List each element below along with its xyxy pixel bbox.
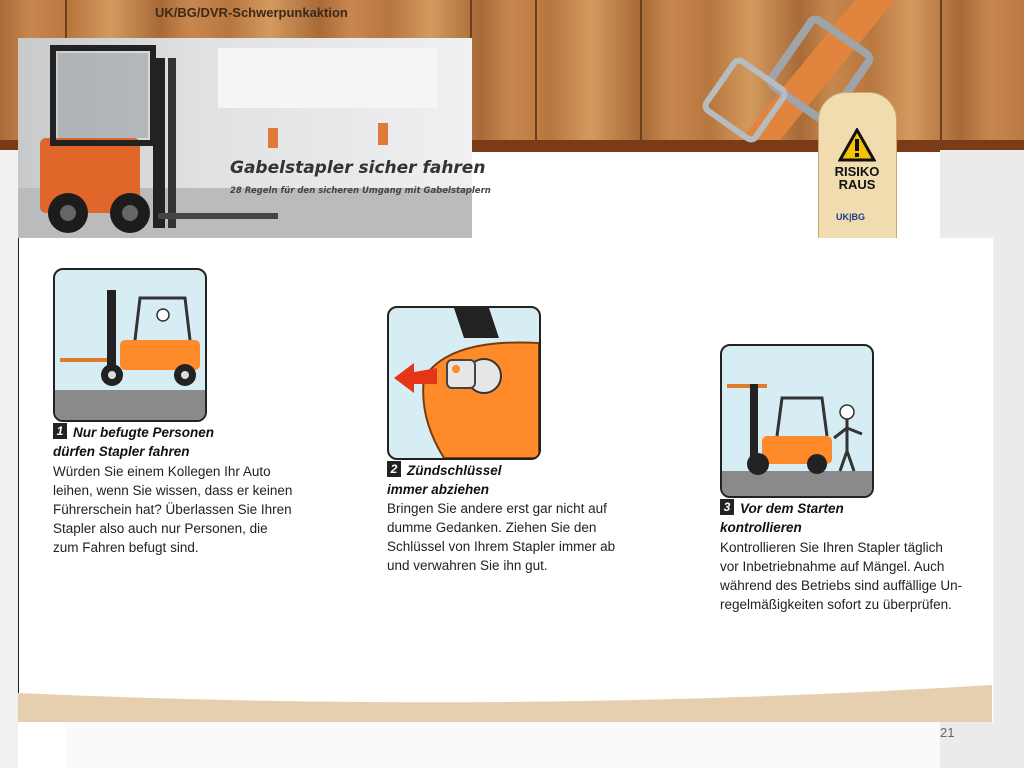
rule-3-title-line-2: kontrollieren — [720, 520, 802, 535]
rule-1-body — [53, 462, 333, 557]
ignition-key-illustration — [389, 308, 539, 458]
body-line: zum Fahren befugt sind. — [53, 540, 199, 555]
inspection-illustration — [722, 346, 872, 496]
body-line: Stapler also auch nur Personen, die — [53, 521, 268, 536]
plank-edge — [940, 0, 942, 150]
rule-2-title-line-2: immer abziehen — [387, 482, 490, 497]
body-line: während des Betriebs sind auffällige Un- — [720, 578, 963, 593]
rule-2-illustration — [387, 306, 541, 460]
rule-3-title-line-1: Vor dem Starten — [740, 501, 844, 516]
body-line: Kontrollieren Sie Ihren Stapler täglich — [720, 540, 943, 555]
tag-line-2: RAUS — [838, 177, 876, 192]
forklift-photo — [18, 38, 472, 238]
body-line: Bringen Sie andere erst gar nicht auf — [387, 501, 607, 516]
ukbg-logo: UK|BG — [836, 212, 866, 222]
plank-edge — [640, 0, 642, 150]
rule-1-title-line-2: dürfen Stapler fahren — [53, 444, 190, 459]
body-line: Schlüssel von Ihrem Stapler immer ab — [387, 539, 616, 554]
footer-area — [65, 722, 940, 768]
body-line: und verwahren Sie ihn gut. — [387, 558, 548, 573]
body-line: dumme Gedanken. Ziehen Sie den — [387, 520, 597, 535]
body-line: Würden Sie einem Kollegen Ihr Auto — [53, 464, 271, 479]
body-line: regelmäßigkeiten sofort zu überprüfen. — [720, 597, 952, 612]
rule-2-title — [387, 461, 502, 499]
forklift-driver-illustration — [55, 270, 205, 420]
left-margin — [0, 150, 18, 768]
tag-line-1: RISIKO — [834, 164, 880, 179]
rule-number-badge: 3 — [720, 499, 734, 515]
rule-number-badge: 1 — [53, 423, 67, 439]
campaign-header: UK/BG/DVR-Schwerpunkaktion — [155, 5, 348, 20]
rule-3-body — [720, 538, 990, 614]
body-line: vor Inbetriebnahme auf Mängel. Auch — [720, 559, 945, 574]
warning-triangle-icon — [838, 128, 876, 162]
rule-3-illustration — [720, 344, 874, 498]
banner-image — [18, 38, 472, 238]
rule-1-title — [53, 423, 214, 461]
page-number: 21 — [940, 725, 955, 740]
banner-title: Gabelstapler sicher fahren — [230, 158, 486, 178]
rule-2-title-line-1: Zündschlüssel — [407, 463, 502, 478]
rule-3-title — [720, 499, 844, 537]
rule-number-badge: 2 — [387, 461, 401, 477]
body-line: leihen, wenn Sie wissen, dass er keinen — [53, 483, 293, 498]
banner-subtitle: 28 Regeln für den sicheren Umgang mit Gabelstaplern — [230, 186, 491, 196]
bottom-wave-decoration — [18, 685, 992, 722]
rule-2-body — [387, 499, 667, 575]
rule-1-title-line-1: Nur befugte Personen — [73, 425, 215, 440]
tag-label — [832, 165, 882, 191]
rule-1-illustration — [53, 268, 207, 422]
body-line: Führerschein hat? Überlassen Sie Ihren — [53, 502, 292, 517]
plank-edge — [535, 0, 537, 150]
